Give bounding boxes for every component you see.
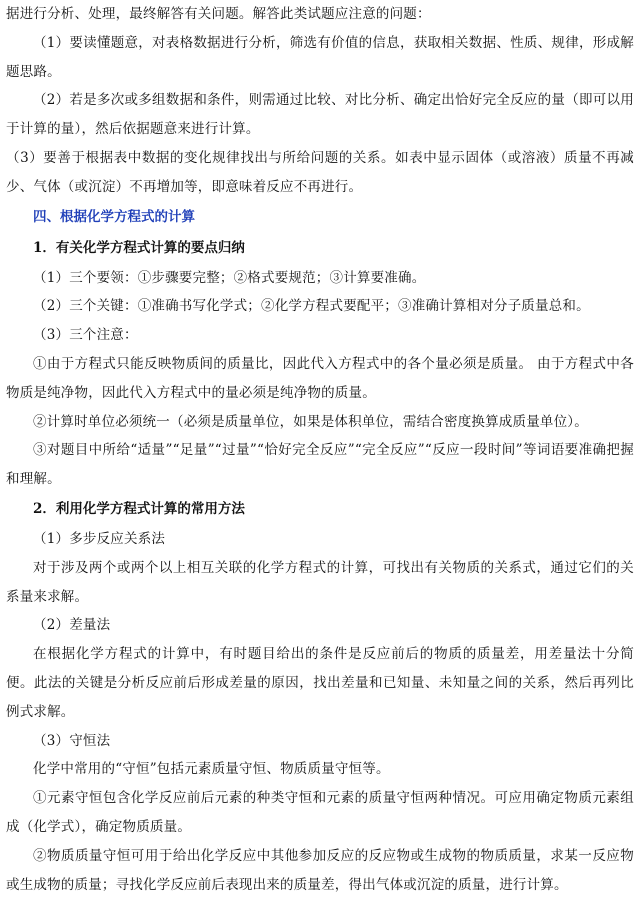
method-heading-difference: （2）差量法: [33, 617, 111, 634]
paragraph-note-item-3: ③对题目中所给“适量”“足量”“过量”“恰好完全反应”“完全反应”“反应一段时间”等词语要准确把握和理解。: [6, 442, 634, 488]
paragraph-element-conservation: ①元素守恒包含化学反应前后元素的种类守恒和元素的质量守恒两种情况。可应用确定物质元素组成（化学式），确定物质质量。: [6, 790, 634, 835]
paragraph-difference: 在根据化学方程式的计算中，有时题目给出的条件是反应前后的物质的质量差，用差量法十分简便。此法的关键是分析反应前后形成差量的原因，找出差量和已知量、未知量之间的关系，然后再列比例式求解。: [6, 646, 634, 720]
paragraph-conservation: 化学中常用的“守恒”包括元素质量守恒、物质质量守恒等。: [33, 761, 390, 778]
paragraph-note-item-1: ①由于方程式只能反映物质间的质量比，因此代入方程式中的各个量必须是质量。 由于方程式中各物质是纯净物，因此代入方程式中的量必须是纯净物的质量。: [6, 355, 634, 401]
method-heading-multistep: （1）多步反应关系法: [33, 530, 166, 547]
subheading-common-methods: 2．利用化学方程式计算的常用方法: [33, 500, 245, 517]
paragraph-multistep: 对于涉及两个或两个以上相互关联的化学方程式的计算，可找出有关物质的关系式，通过它们的关系量来求解。: [6, 559, 634, 605]
method-heading-conservation: （3）守恒法: [33, 732, 111, 749]
paragraph-note-item-2: ②计算时单位必须统一（必须是质量单位，如果是体积单位，需结合密度换算成质量单位）。: [33, 413, 588, 430]
paragraph-mass-conservation: ②物质质量守恒可用于给出化学反应中其他参加反应的反应物或生成物的物质质量，求某一反应物或生成物的质量；寻找化学反应前后表现出来的质量差，得出气体或沉淀的质量，进行计算。: [6, 847, 634, 893]
paragraph-intro-end: 据进行分析、处理，最终解答有关问题。解答此类试题应注意的问题：: [6, 6, 431, 22]
paragraph-three-keys: （2）三个关键：①准确书写化学式；②化学方程式要配平；③准确计算相对分子质量总和。: [33, 298, 590, 315]
section-heading-4: 四、根据化学方程式的计算: [33, 208, 195, 225]
subheading-key-points: 1．有关化学方程式计算的要点归纳: [33, 239, 245, 256]
paragraph-note-3: （3）要善于根据表中数据的变化规律找出与所给问题的关系。如表中显示固体（或溶液）质量不再减少、气体（或沉淀）不再增加等，即意味着反应不再进行。: [6, 149, 634, 195]
paragraph-note-1: （1）要读懂题意，对表格数据进行分析，筛选有价值的信息，获取相关数据、性质、规律，形成解题思路。: [6, 34, 634, 80]
paragraph-note-2: （2）若是多次或多组数据和条件，则需通过比较、对比分析、确定出恰好完全反应的量（即可以用于计算的量），然后依据题意来进行计算。: [6, 92, 634, 138]
paragraph-three-notes: （3）三个注意：: [33, 327, 138, 344]
paragraph-three-essentials: （1）三个要领：①步骤要完整；②格式要规范；③计算要准确。: [33, 269, 426, 286]
